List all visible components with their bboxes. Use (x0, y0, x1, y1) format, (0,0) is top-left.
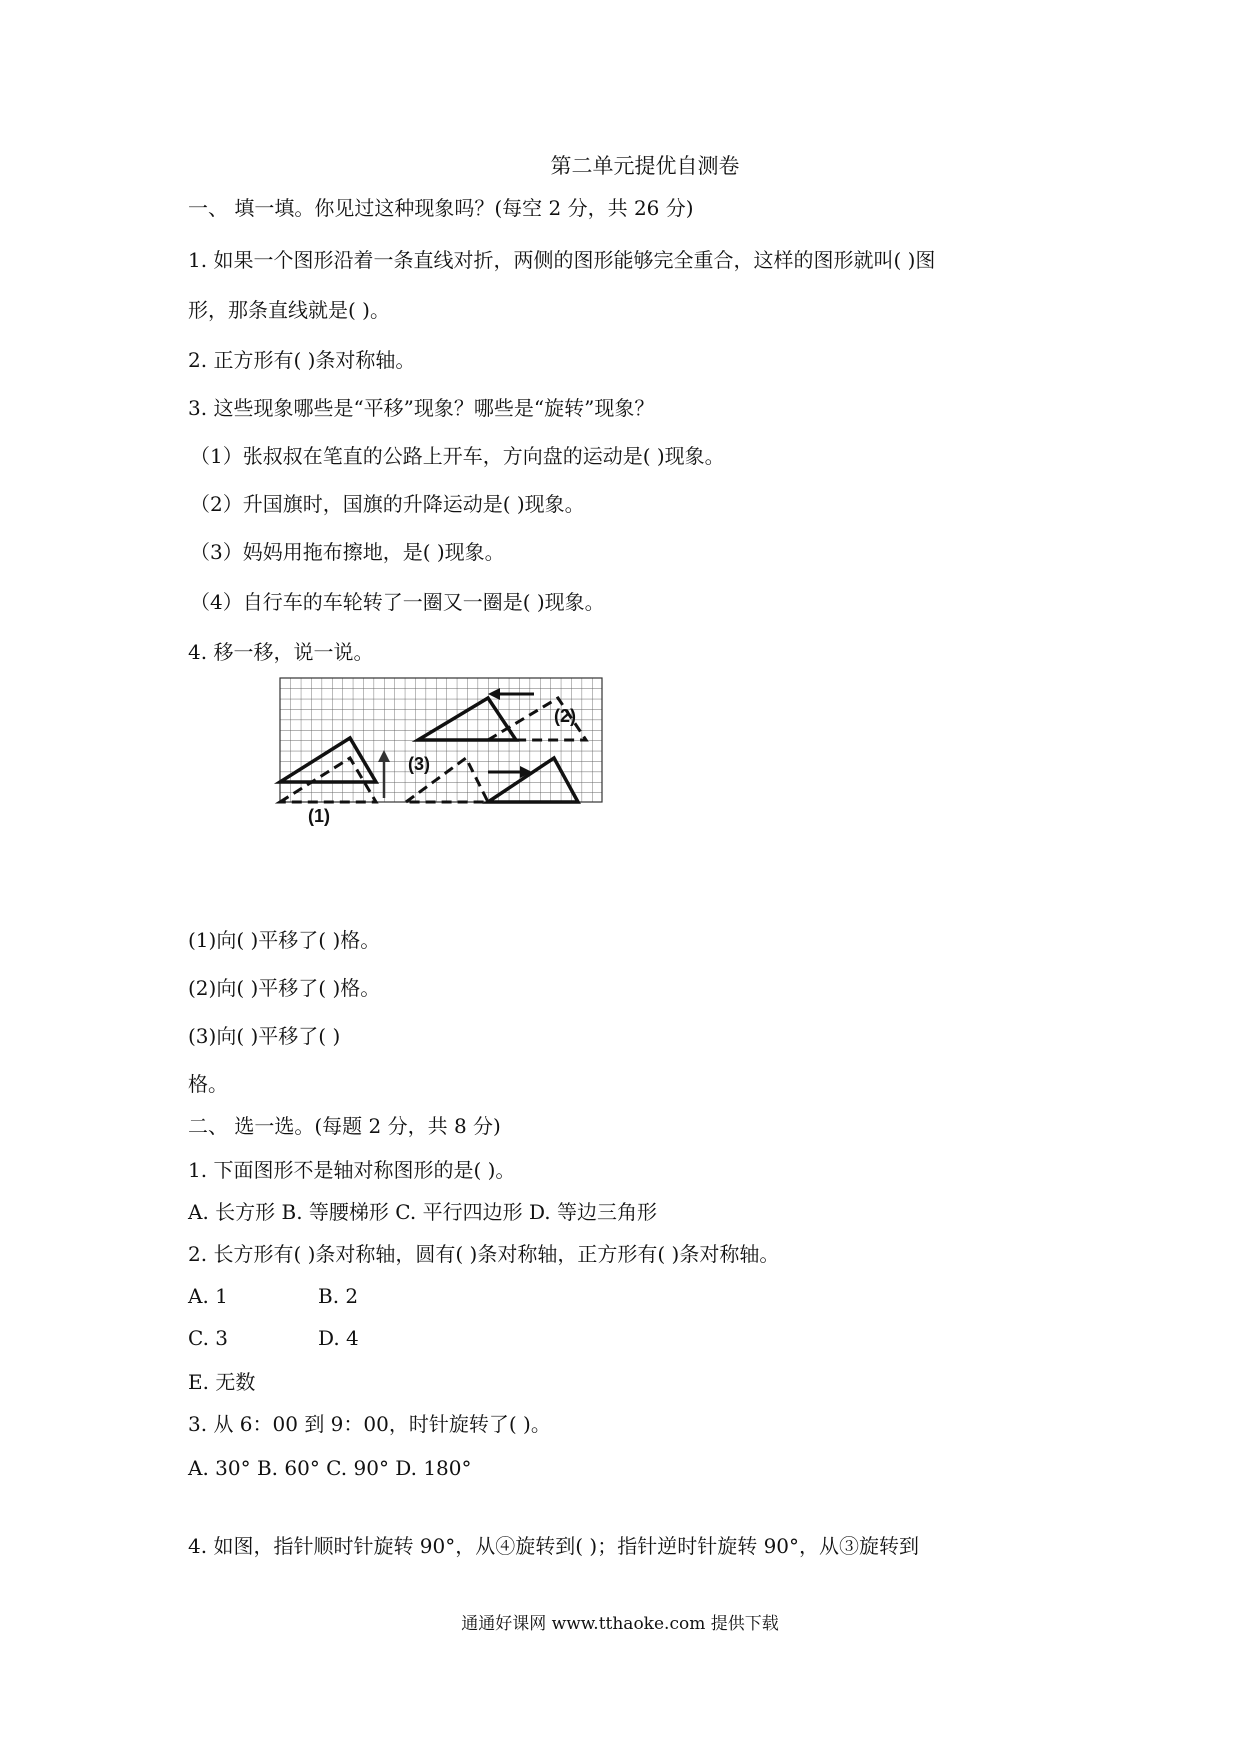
s2-q3: 3. 从 6：00 到 9：00，时针旋转了( )。 (188, 1412, 551, 1436)
s1-q3-item-4: （4）自行车的车轮转了一圈又一圈是( )现象。 (190, 590, 605, 614)
s1-q4-tail: 格。 (188, 1072, 228, 1096)
translation-grid-figure (270, 676, 610, 830)
s1-q1-line1: 1. 如果一个图形沿着一条直线对折，两侧的图形能够完全重合，这样的图形就叫( )图 (188, 248, 936, 272)
section2-heading: 二、 选一选。(每题 2 分，共 8 分) (188, 1114, 501, 1138)
s2-q2-option-e: E. 无数 (188, 1370, 256, 1394)
section1-heading: 一、 填一填。你见过这种现象吗？(每空 2 分，共 26 分) (188, 196, 694, 220)
figure-label-1: (1) (308, 806, 330, 826)
s1-q1-line2: 形，那条直线就是( )。 (188, 298, 390, 322)
s2-q3-options: A. 30° B. 60° C. 90° D. 180° (188, 1456, 472, 1480)
s1-q3: 3. 这些现象哪些是“平移”现象？哪些是“旋转”现象？ (188, 396, 655, 420)
s2-q2: 2. 长方形有( )条对称轴，圆有( )条对称轴，正方形有( )条对称轴。 (188, 1242, 780, 1266)
s2-q1: 1. 下面图形不是轴对称图形的是( )。 (188, 1158, 516, 1182)
s2-q2-option-a: A. 1 (188, 1284, 228, 1308)
page-title: 第二单元提优自测卷 (550, 154, 740, 178)
translation-grid-svg (270, 676, 610, 826)
s1-q4-item-1: (1)向( )平移了( )格。 (188, 928, 381, 952)
s1-q3-item-1: （1）张叔叔在笔直的公路上开车，方向盘的运动是( )现象。 (190, 444, 725, 468)
s1-q2: 2. 正方形有( )条对称轴。 (188, 348, 416, 372)
s1-q4: 4. 移一移，说一说。 (188, 640, 374, 664)
figure-label-3: (3) (408, 754, 430, 774)
s1-q3-item-3: （3）妈妈用拖布擦地，是( )现象。 (190, 540, 505, 564)
s1-q3-item-2: （2）升国旗时，国旗的升降运动是( )现象。 (190, 492, 585, 516)
s1-q4-item-3: (3)向( )平移了( ) (188, 1024, 341, 1048)
s2-q2-option-d: D. 4 (318, 1326, 359, 1350)
page-footer: 通通好课网 www.tthaoke.com 提供下载 (461, 1614, 779, 1634)
s2-q2-option-b: B. 2 (318, 1284, 359, 1308)
s2-q1-options: A. 长方形 B. 等腰梯形 C. 平行四边形 D. 等边三角形 (188, 1200, 657, 1224)
s2-q2-option-c: C. 3 (188, 1326, 229, 1350)
s1-q4-item-2: (2)向( )平移了( )格。 (188, 976, 381, 1000)
s2-q4: 4. 如图，指针顺时针旋转 90°，从④旋转到( )；指针逆时针旋转 90°，从③旋转到 (188, 1534, 920, 1558)
figure-label-2: (2) (554, 706, 576, 726)
